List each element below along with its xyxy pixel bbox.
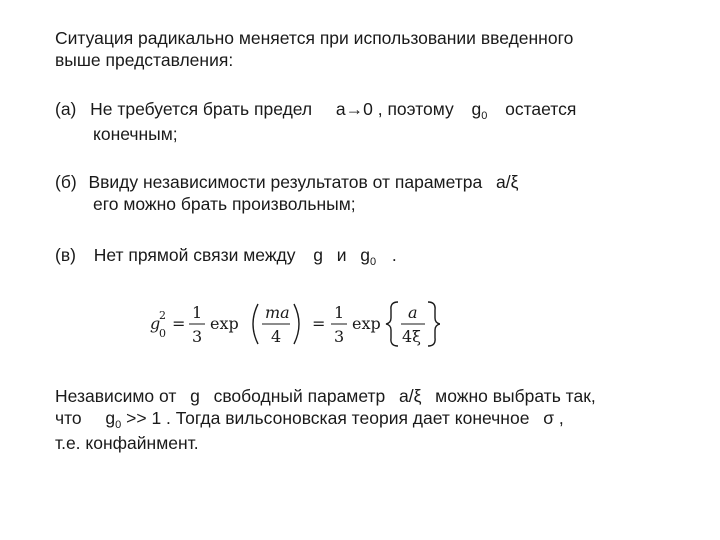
item-c-text: Нет прямой связи между bbox=[93, 245, 296, 265]
item-b-text: Ввиду независимости результатов от параметра bbox=[88, 172, 483, 192]
item-b-marker: (б) bbox=[55, 172, 77, 192]
conclusion-text-3: можно выбрать так, bbox=[435, 386, 596, 406]
item-c-marker: (в) bbox=[55, 245, 76, 265]
item-a-symbol: g bbox=[471, 99, 482, 119]
item-c-symbol-g0: g bbox=[360, 245, 370, 265]
conclusion-symbol-g0: g bbox=[105, 408, 116, 428]
intro-line-1: Ситуация радикально меняется при использовании введенного bbox=[55, 28, 574, 48]
conclusion-param: a/ξ bbox=[398, 386, 422, 406]
conclusion-text-2: свободный параметр bbox=[213, 386, 386, 406]
formula bbox=[150, 292, 440, 352]
formula-frac4-num: a bbox=[408, 303, 418, 322]
formula-lhs-subscript: 0 bbox=[159, 327, 166, 340]
formula-frac3-den: 3 bbox=[334, 327, 345, 346]
item-a-text: Не требуется брать предел bbox=[90, 99, 313, 119]
formula-frac3-num: 1 bbox=[334, 303, 345, 322]
formula-frac1-num: 1 bbox=[192, 303, 203, 322]
formula-frac2-den: 4 bbox=[271, 327, 282, 346]
formula-left-brace bbox=[386, 302, 398, 346]
item-a-marker: (а) bbox=[55, 99, 77, 119]
formula-lhs-g: g bbox=[150, 314, 161, 333]
conclusion-subscript: 0 bbox=[115, 419, 122, 431]
conclusion-symbol-g: g bbox=[190, 386, 200, 406]
item-b-param: a/ξ bbox=[495, 172, 519, 192]
formula-exp-1: exp bbox=[210, 314, 239, 333]
formula-exp-2: exp bbox=[352, 314, 381, 333]
conclusion-comma: , bbox=[558, 408, 564, 428]
item-b-continuation: его можно брать произвольным; bbox=[93, 194, 356, 214]
conclusion-sigma: σ bbox=[543, 408, 554, 428]
intro-paragraph bbox=[55, 27, 695, 71]
item-c-and: и bbox=[336, 245, 347, 265]
conclusion-line-3: т.е. конфайнмент. bbox=[55, 433, 199, 453]
item-c-period: . bbox=[391, 245, 397, 265]
formula-right-paren bbox=[294, 304, 299, 344]
item-c-symbol-g: g bbox=[313, 245, 323, 265]
item-a-subscript: 0 bbox=[481, 110, 488, 122]
formula-left-paren bbox=[253, 304, 258, 344]
item-a-text-3: остается bbox=[505, 99, 577, 119]
formula-frac2-num: ma bbox=[265, 303, 290, 322]
formula-lhs-superscript: 2 bbox=[159, 309, 166, 322]
item-a-text-2: , поэтому bbox=[377, 99, 454, 119]
item-a-limit: a→0 bbox=[335, 99, 373, 119]
conclusion-text-5: >> 1 . Тогда вильсоновская теория дает конечное bbox=[126, 408, 530, 428]
item-a-continuation: конечным; bbox=[93, 124, 178, 144]
item-c-subscript: 0 bbox=[369, 256, 377, 268]
formula-equals-2: = bbox=[312, 314, 326, 333]
conclusion-text-1: Независимо от bbox=[55, 386, 177, 406]
formula-equals-1: = bbox=[172, 314, 186, 333]
intro-line-2: выше представления: bbox=[55, 50, 234, 70]
formula-frac1-den: 3 bbox=[192, 327, 203, 346]
item-c bbox=[55, 244, 695, 269]
conclusion-paragraph bbox=[55, 385, 695, 454]
conclusion-text-4: что bbox=[55, 408, 82, 428]
formula-right-brace bbox=[428, 302, 440, 346]
formula-frac4-den: 4ξ bbox=[402, 327, 421, 346]
item-a bbox=[55, 98, 695, 145]
item-b bbox=[55, 171, 695, 215]
